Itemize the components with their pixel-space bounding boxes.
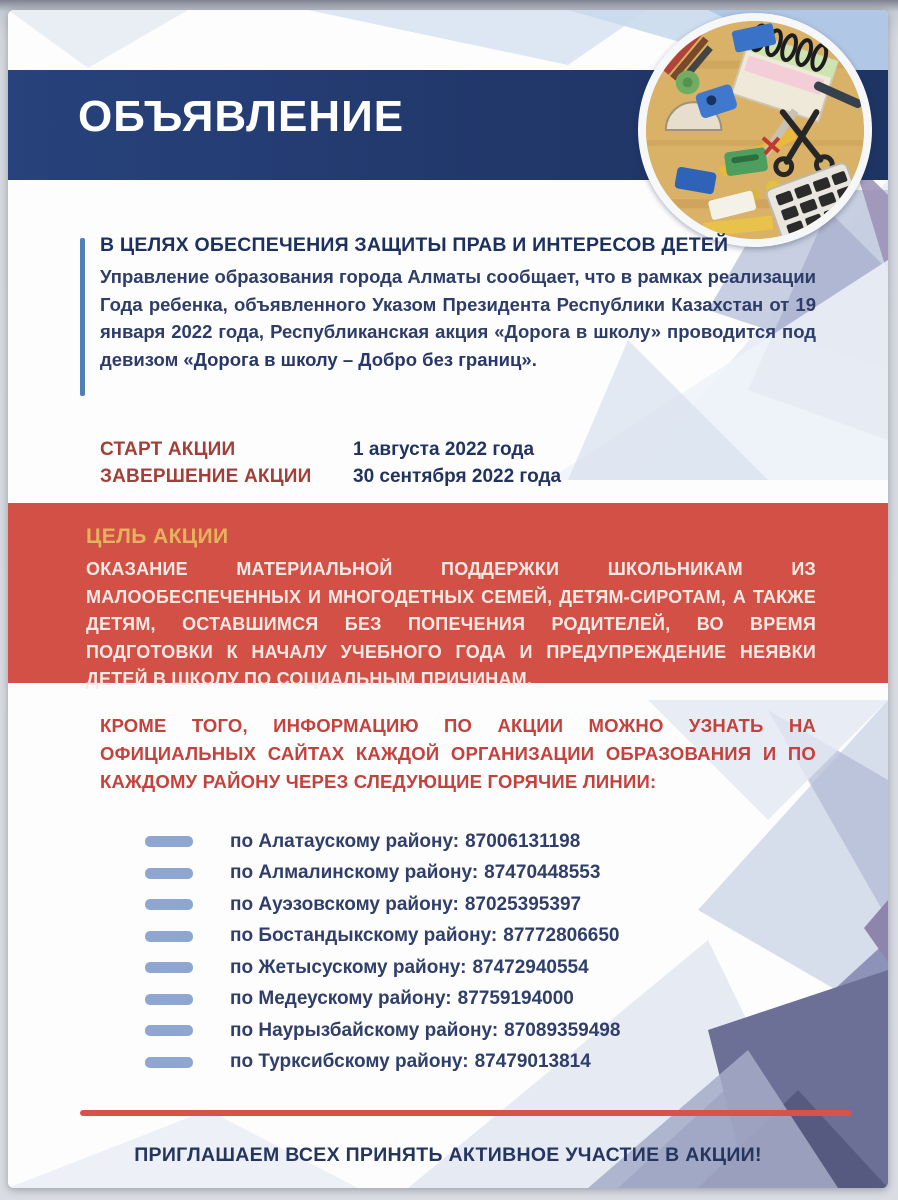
district-label: по Алатаускому району: — [230, 830, 460, 852]
phone-number: 87470448553 — [484, 862, 601, 884]
campaign-dates — [100, 436, 561, 490]
list-item — [145, 889, 825, 921]
goal-section — [8, 503, 888, 689]
list-item — [145, 952, 825, 984]
goal-body: ОКАЗАНИЕ МАТЕРИАЛЬНОЙ ПОДДЕРЖКИ ШКОЛЬНИКАМ ИЗ МАЛООБЕСПЕЧЕННЫХ И МНОГОДЕТНЫХ СЕМЕЙ, ДЕТЯМ-СИРОТАМ, А ТАКЖЕ ДЕТЯМ, ОСТАВШИМСЯ БЕЗ ПОПЕЧЕНИЯ РОДИТЕЛЕЙ, ВО ВРЕМЯ ПОДГОТОВКИ К НАЧАЛУ УЧЕБНОГО ГОДА И ПРЕДУПРЕЖДЕНИЕ НЕЯВКИ ДЕТЕЙ В ШКОЛУ ПО СОЦИАЛЬНЫМ ПРИЧИНАМ. — [86, 559, 816, 689]
announcement-poster — [8, 10, 888, 1188]
phone-number: 87472940554 — [472, 956, 589, 978]
hotline-list — [145, 826, 825, 1078]
intro-body — [100, 263, 816, 373]
list-item — [145, 858, 825, 890]
district-label: по Турксибскому району: — [230, 1051, 469, 1073]
date-row-end — [100, 463, 561, 490]
intro-body-motto: «Дорога в школу – Добро без границ». — [183, 348, 537, 370]
school-supplies-photo — [638, 13, 872, 247]
footer-call-to-action: ПРИГЛАШАЕМ ВСЕХ ПРИНЯТЬ АКТИВНОЕ УЧАСТИЕ В АКЦИИ! — [134, 1144, 762, 1166]
district-label: по Медеускому району: — [230, 988, 452, 1010]
start-label: СТАРТ АКЦИИ — [100, 438, 236, 460]
dash-bullet-icon — [145, 1025, 193, 1036]
list-item — [145, 984, 825, 1016]
list-item — [145, 1047, 825, 1079]
hotline-info-note: КРОМЕ ТОГО, ИНФОРМАЦИЮ ПО АКЦИИ МОЖНО УЗНАТЬ НА ОФИЦИАЛЬНЫХ САЙТАХ КАЖДОЙ ОРГАНИЗАЦИИ ОБРАЗОВАНИЯ И ПО КАЖДОМУ РАЙОНУ ЧЕРЕЗ СЛЕДУЮЩИЕ ГОРЯЧИЕ ЛИНИИ: — [100, 715, 816, 792]
dash-bullet-icon — [145, 931, 193, 942]
dash-bullet-icon — [145, 836, 193, 847]
phone-number: 87759194000 — [457, 988, 574, 1010]
start-value: 1 августа 2022 года — [353, 438, 535, 460]
dash-bullet-icon — [145, 962, 193, 973]
phone-number: 87089359498 — [504, 1019, 621, 1041]
dash-bullet-icon — [145, 899, 193, 910]
list-item — [145, 921, 825, 953]
district-label: по Алмалинскому району: — [230, 862, 479, 884]
district-label: по Бостандыкскому району: — [230, 925, 498, 947]
dash-bullet-icon — [145, 868, 193, 879]
goal-heading: ЦЕЛЬ АКЦИИ — [86, 525, 229, 548]
phone-number: 87006131198 — [465, 830, 581, 852]
date-row-start — [100, 436, 561, 463]
intro-body-text: Управление образования города Алматы сообщает, что в рамках реализации Года ребенка, объявленного Указом Президента Республики Казахстан от 19 января 2022 года, Республиканская акция «Дорога в школу» проводится под девизом — [100, 266, 816, 370]
end-label: ЗАВЕРШЕНИЕ АКЦИИ — [100, 465, 312, 487]
intro-heading: В ЦЕЛЯХ ОБЕСПЕЧЕНИЯ ЗАЩИТЫ ПРАВ И ИНТЕРЕСОВ ДЕТЕЙ — [100, 234, 729, 256]
district-label: по Жетысускому району: — [230, 956, 467, 978]
list-item — [145, 1015, 825, 1047]
accent-bar — [80, 238, 85, 396]
end-value: 30 сентября 2022 года — [353, 465, 562, 487]
list-item — [145, 826, 825, 858]
poster-title: ОБЪЯВЛЕНИЕ — [78, 92, 405, 141]
divider-line — [80, 1110, 852, 1116]
phone-number: 87772806650 — [503, 925, 620, 947]
phone-number: 87025395397 — [464, 893, 582, 915]
phone-number: 87479013814 — [474, 1051, 591, 1073]
dash-bullet-icon — [145, 994, 193, 1005]
dash-bullet-icon — [145, 1057, 193, 1068]
intro-section — [80, 234, 816, 373]
district-label: по Наурызбайскому району: — [230, 1019, 499, 1041]
district-label: по Ауэзовскому району: — [230, 893, 459, 915]
